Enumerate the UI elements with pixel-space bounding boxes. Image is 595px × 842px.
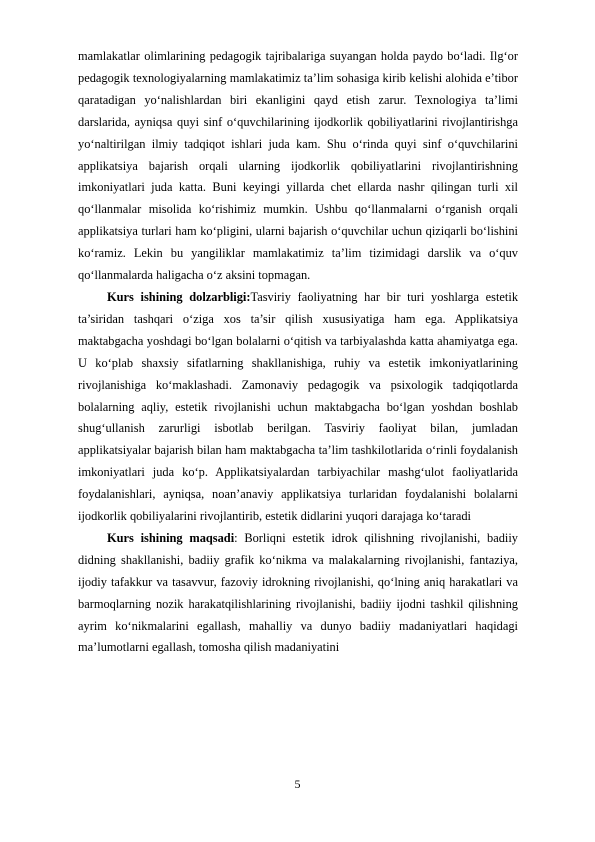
paragraph-purpose-heading: Kurs ishining maqsadi [107,530,235,545]
paragraph-relevance-heading: Kurs ishining dolzarbligi: [107,289,251,304]
paragraph-relevance [78,287,518,528]
paragraph-relevance-text: Tasviriy faoliyatning har bir turi yoshlarga estetik ta’siridan tashqari o‘ziga xos ta’sir qilish xususiyatiga ham ega. Applikatsiya maktabgacha yoshdagi bo‘lgan bolalarni o‘qitish va tarbiyalashda katta ahamiyatga ega. U ko‘plab shaxsiy sifatlarning shakllanishiga, ruhiy va estetik imkoniyatlarining rivojlanishiga ko‘maklashadi. Zamonaviy pedagogik va psixologik tadqiqotlarda bolalarning aqliy, estetik rivojlanishi uchun maktabgacha bo‘lgan yoshdan boshlab shug‘ullanish zarurligi isbotlab berilgan. Tasviriy faoliyat bilan, jumladan applikatsiyalar bajarish bilan ham maktabgacha ta’lim tashkilotlarida o‘rinli foydalanish imkoniyatlari juda ko‘p. Applikatsiyalardan tarbiyachilar mashg‘ulot faoliyatlarida foydalanishlari, ayniqsa, noan’anaviy applikatsiya turlaridan foydalanishi bolalarni ijodkorlik qobiliyalarini rivojlantirib, estetik didlarini yuqori darajaga ko‘taradi [78,289,519,524]
body-text [78,46,518,659]
page-number: 5 [294,777,301,791]
paragraph-intro [78,46,518,287]
paragraph-purpose-text: : Borliqni estetik idrok qilishning rivojlanishi, badiiy didning shakllanishi, badiiy grafik ko‘nikma va malakalarning rivojlanishi, fantaziya, ijodiy tafakkur va tasavvur, fazoviy idrokning rivojlanishi, qo‘lning aniq harakatlari va barmoqlarning nozik harakatqilishlarining rivojlanishi, badiiy ijodni tashkil qilishning ayrim ko‘nikmalarini egallash, mahalliy va dunyo badiiy madaniyatlari haqidagi ma’lumotlarni egallash, tomosha qilish madaniyatini [78,530,518,655]
paragraph-intro-text: mamlakatlar olimlarining pedagogik tajribalariga suyangan holda paydo bo‘ladi. Ilg‘or pedagogik texnologiyalarning mamlakatimiz ta’lim sohasiga kirib kelishi alohida e’tibor qaratadigan yo‘nalishlardan biri ekanligini qayd etish zarur. Texnologiya ta’limi darslarida, ayniqsa quyi sinf o‘quvchilarining ijodkorlik qobiliyatlarini rivojlantirishga yo‘naltirilgan ilmiy tadqiqot ishlari juda kam. Shu o‘rinda quyi sinf o‘quvchilarini applikatsiya bajarish orqali ularning ijodkorlik qobiliyatlarini rivojlantirishning imkoniyatlari juda katta. Buni keyingi yillarda chet ellarda nashr qilingan turli xil qo‘llanmalar misolida ko‘rishimiz mumkin. Ushbu qo‘llanmalarni o‘rganish orqali applikatsiya turlari ham ko‘pligini, ularni bajarish o‘quvchilar uchun qiziqarli bo‘lishini ko‘ramiz. Lekin bu yangiliklar mamlakatimiz ta’lim tizimidagi darslik va o‘quv qo‘llanmalarda haligacha o‘z aksini topmagan. [78,49,518,283]
paragraph-purpose [78,528,518,659]
